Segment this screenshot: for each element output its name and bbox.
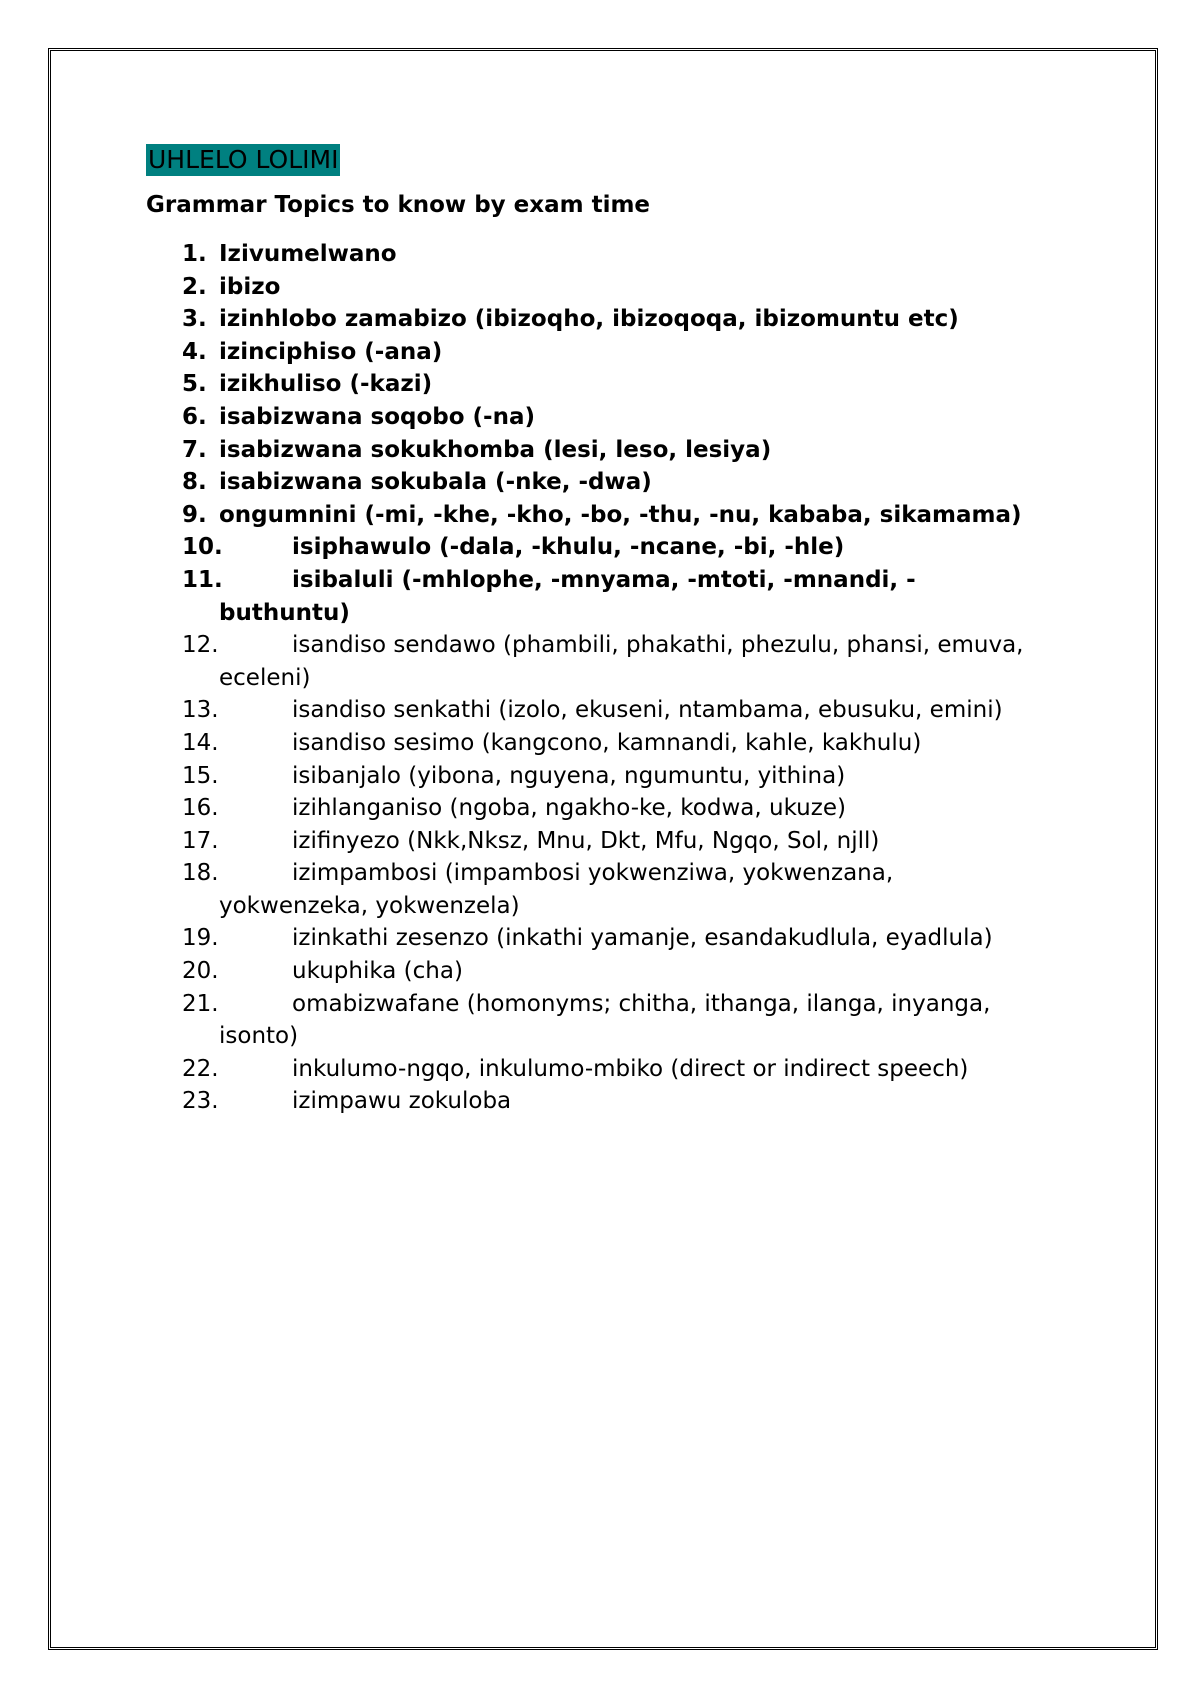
item-text: isabizwana soqobo (-na) xyxy=(219,403,535,430)
list-item xyxy=(146,1053,1046,1086)
item-number: 17. xyxy=(182,827,219,854)
item-number: 2. xyxy=(182,273,207,300)
item-number: 10. xyxy=(182,534,223,561)
item-text: isiphawulo (-dala, -khulu, -ncane, -bi, -hle) xyxy=(292,534,845,561)
list-item xyxy=(146,401,1046,434)
topic-list xyxy=(146,238,1046,1118)
list-item xyxy=(146,238,1046,271)
list-item xyxy=(146,955,1046,988)
item-text: isibaluli (-mhlophe, -mnyama, -mtoti, -mnandi, -buthuntu) xyxy=(219,566,916,626)
list-item xyxy=(146,531,1046,564)
list-item xyxy=(146,727,1046,760)
item-number: 8. xyxy=(182,469,207,496)
item-text: izinhlobo zamabizo (ibizoqho, ibizoqoqa, ibizomuntu etc) xyxy=(219,306,959,333)
item-text: omabizwafane (homonyms; chitha, ithanga, ilanga, inyanga, isonto) xyxy=(219,990,991,1050)
item-text: izinkathi zesenzo (inkathi yamanje, esandakudlula, eyadlula) xyxy=(292,925,993,952)
item-number: 6. xyxy=(182,403,207,430)
item-text: isandiso sesimo (kangcono, kamnandi, kahle, kakhulu) xyxy=(292,729,922,756)
list-item xyxy=(146,368,1046,401)
item-number: 13. xyxy=(182,697,219,724)
item-number: 22. xyxy=(182,1055,219,1082)
document-title: UHLELO LOLIMI xyxy=(148,145,339,174)
item-number: 14. xyxy=(182,729,219,756)
item-number: 18. xyxy=(182,860,219,887)
item-text: inkulumo-ngqo, inkulumo-mbiko (direct or indirect speech) xyxy=(292,1055,969,1082)
item-number: 9. xyxy=(182,501,207,528)
item-number: 5. xyxy=(182,371,207,398)
item-text: isandiso senkathi (izolo, ekuseni, ntambama, ebusuku, emini) xyxy=(292,697,1003,724)
list-item xyxy=(146,1085,1046,1118)
item-number: 1. xyxy=(182,241,207,267)
item-text: izifinyezo (Nkk,Nksz, Mnu, Dkt, Mfu, Ngqo, Sol, njll) xyxy=(292,827,880,854)
item-text: izihlanganiso (ngoba, ngakho-ke, kodwa, ukuze) xyxy=(292,795,846,822)
list-item xyxy=(146,434,1046,467)
item-text: isabizwana sokubala (-nke, -dwa) xyxy=(219,469,652,496)
item-number: 21. xyxy=(182,990,219,1017)
list-item xyxy=(146,857,1046,922)
item-number: 4. xyxy=(182,338,207,365)
item-number: 23. xyxy=(182,1088,219,1115)
list-item xyxy=(146,336,1046,369)
list-item xyxy=(146,922,1046,955)
item-text: izimpambosi (impambosi yokwenziwa, yokwenzana, yokwenzeka, yokwenzela) xyxy=(219,860,894,919)
item-text: isibanjalo (yibona, nguyena, ngumuntu, yithina) xyxy=(292,762,846,789)
item-text: isandiso sendawo (phambili, phakathi, phezulu, phansi, emuva, eceleni) xyxy=(219,632,1024,691)
list-item xyxy=(146,564,1046,629)
list-item xyxy=(146,303,1046,336)
item-number: 19. xyxy=(182,925,219,952)
document-body xyxy=(146,144,1046,1118)
list-item xyxy=(146,466,1046,499)
item-number: 11. xyxy=(182,566,223,593)
list-item xyxy=(146,694,1046,727)
item-number: 3. xyxy=(182,306,207,333)
list-item xyxy=(146,629,1046,694)
item-text: ibizo xyxy=(219,273,281,300)
item-number: 15. xyxy=(182,762,219,789)
item-text: izimpawu zokuloba xyxy=(292,1088,512,1115)
list-item xyxy=(146,271,1046,304)
list-item xyxy=(146,825,1046,858)
item-text: ongumnini (-mi, -khe, -kho, -bo, -thu, -nu, kababa, sikamama) xyxy=(219,501,1022,528)
list-item xyxy=(146,792,1046,825)
item-text: isabizwana sokukhomba (lesi, leso, lesiya) xyxy=(219,436,772,463)
list-item xyxy=(146,499,1046,532)
item-number: 20. xyxy=(182,958,219,985)
list-item xyxy=(146,988,1046,1053)
item-number: 12. xyxy=(182,632,219,659)
list-item xyxy=(146,760,1046,793)
item-text: izinciphiso (-ana) xyxy=(219,338,443,365)
item-text: izikhuliso (-kazi) xyxy=(219,371,433,398)
item-text: ukuphika (cha) xyxy=(292,958,463,985)
item-number: 16. xyxy=(182,795,219,822)
item-text: Izivumelwano xyxy=(219,241,397,267)
item-number: 7. xyxy=(182,436,207,463)
document-subtitle: Grammar Topics to know by exam time xyxy=(146,192,651,218)
